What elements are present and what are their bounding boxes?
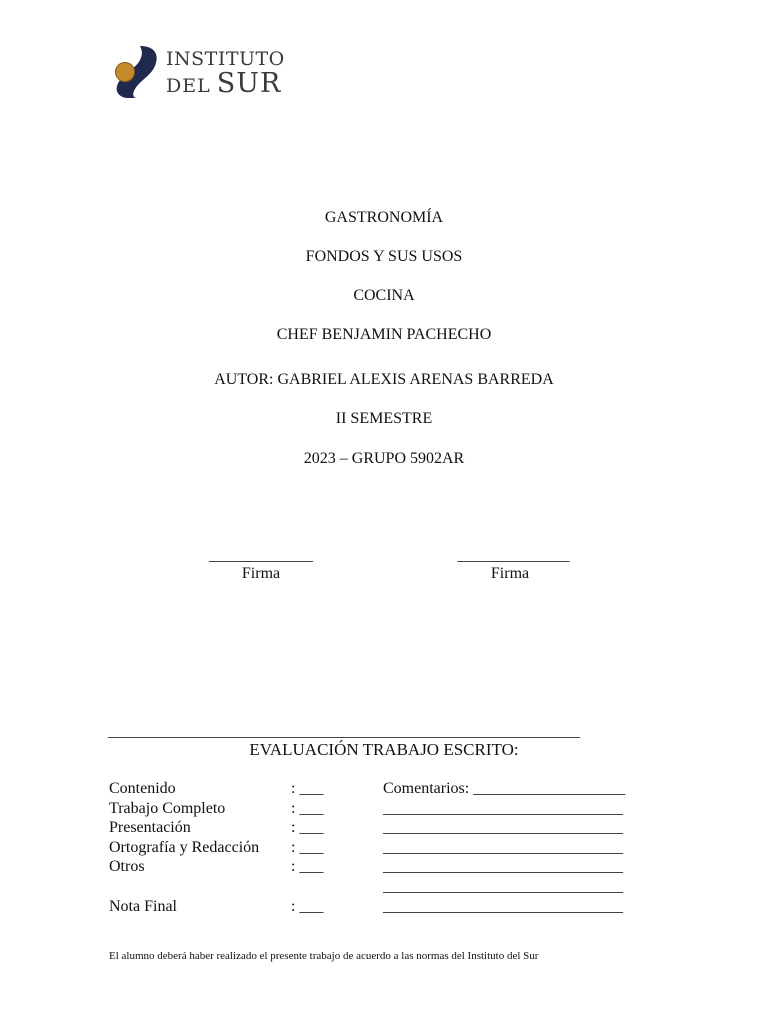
logo-text-del: DEL bbox=[166, 75, 211, 97]
score-field: : ___ bbox=[291, 800, 324, 817]
score-field: : ___ bbox=[291, 898, 324, 915]
logo-text-instituto: INSTITUTO bbox=[166, 48, 285, 70]
cover-title: FONDOS Y SUS USOS bbox=[305, 248, 463, 265]
score-field: : ___ bbox=[291, 839, 324, 856]
score-field: : ___ bbox=[291, 780, 324, 797]
comment-line: ______________________________ bbox=[383, 858, 623, 875]
cover-area: COCINA bbox=[353, 287, 415, 304]
cover-subject: GASTRONOMÍA bbox=[324, 209, 444, 226]
signature-line-right: ______________ bbox=[457, 547, 570, 564]
score-field: : ___ bbox=[291, 858, 324, 875]
score-field: : ___ bbox=[291, 819, 324, 836]
criterion-label: Ortografía y Redacción bbox=[109, 839, 260, 856]
evaluation-row bbox=[0, 838, 768, 858]
criterion-label: Nota Final bbox=[109, 898, 177, 915]
criterion-label: Contenido bbox=[109, 780, 176, 797]
criterion-label: Trabajo Completo bbox=[109, 800, 226, 817]
evaluation-row bbox=[0, 818, 768, 838]
comment-line: ______________________________ bbox=[383, 878, 623, 895]
comment-line: ______________________________ bbox=[383, 819, 623, 836]
criterion-label: Otros bbox=[109, 858, 145, 875]
cover-author: AUTOR: GABRIEL ALEXIS ARENAS BARREDA bbox=[214, 371, 554, 388]
signature-line-left: _____________ bbox=[209, 547, 313, 564]
comment-line: Comentarios: ___________________ bbox=[383, 780, 626, 797]
logo-text-del-sur bbox=[166, 68, 281, 99]
evaluation-row bbox=[0, 857, 768, 877]
evaluation-row bbox=[0, 897, 768, 917]
evaluation-row bbox=[0, 779, 768, 799]
evaluation-row bbox=[0, 799, 768, 819]
evaluation-row bbox=[0, 877, 768, 897]
signature-label-right: Firma bbox=[490, 565, 530, 582]
institute-emblem-icon bbox=[112, 44, 162, 100]
institute-logo bbox=[112, 44, 285, 100]
signature-label-left: Firma bbox=[241, 565, 281, 582]
cover-teacher: CHEF BENJAMIN PACHECHO bbox=[276, 326, 492, 343]
evaluation-top-rule: ___________________________________________________________ bbox=[108, 723, 580, 740]
evaluation-title: EVALUACIÓN TRABAJO ESCRITO: bbox=[249, 740, 519, 759]
cover-group: 2023 – GRUPO 5902AR bbox=[303, 450, 465, 467]
comment-line: ______________________________ bbox=[383, 898, 623, 915]
comment-line: ______________________________ bbox=[383, 800, 623, 817]
criterion-label: Presentación bbox=[109, 819, 191, 836]
logo-text-sur: SUR bbox=[216, 68, 282, 99]
footnote: El alumno deberá haber realizado el presente trabajo de acuerdo a las normas del Instituto del Sur bbox=[109, 950, 539, 962]
comment-line: ______________________________ bbox=[383, 839, 623, 856]
cover-semester: II SEMESTRE bbox=[335, 410, 433, 427]
